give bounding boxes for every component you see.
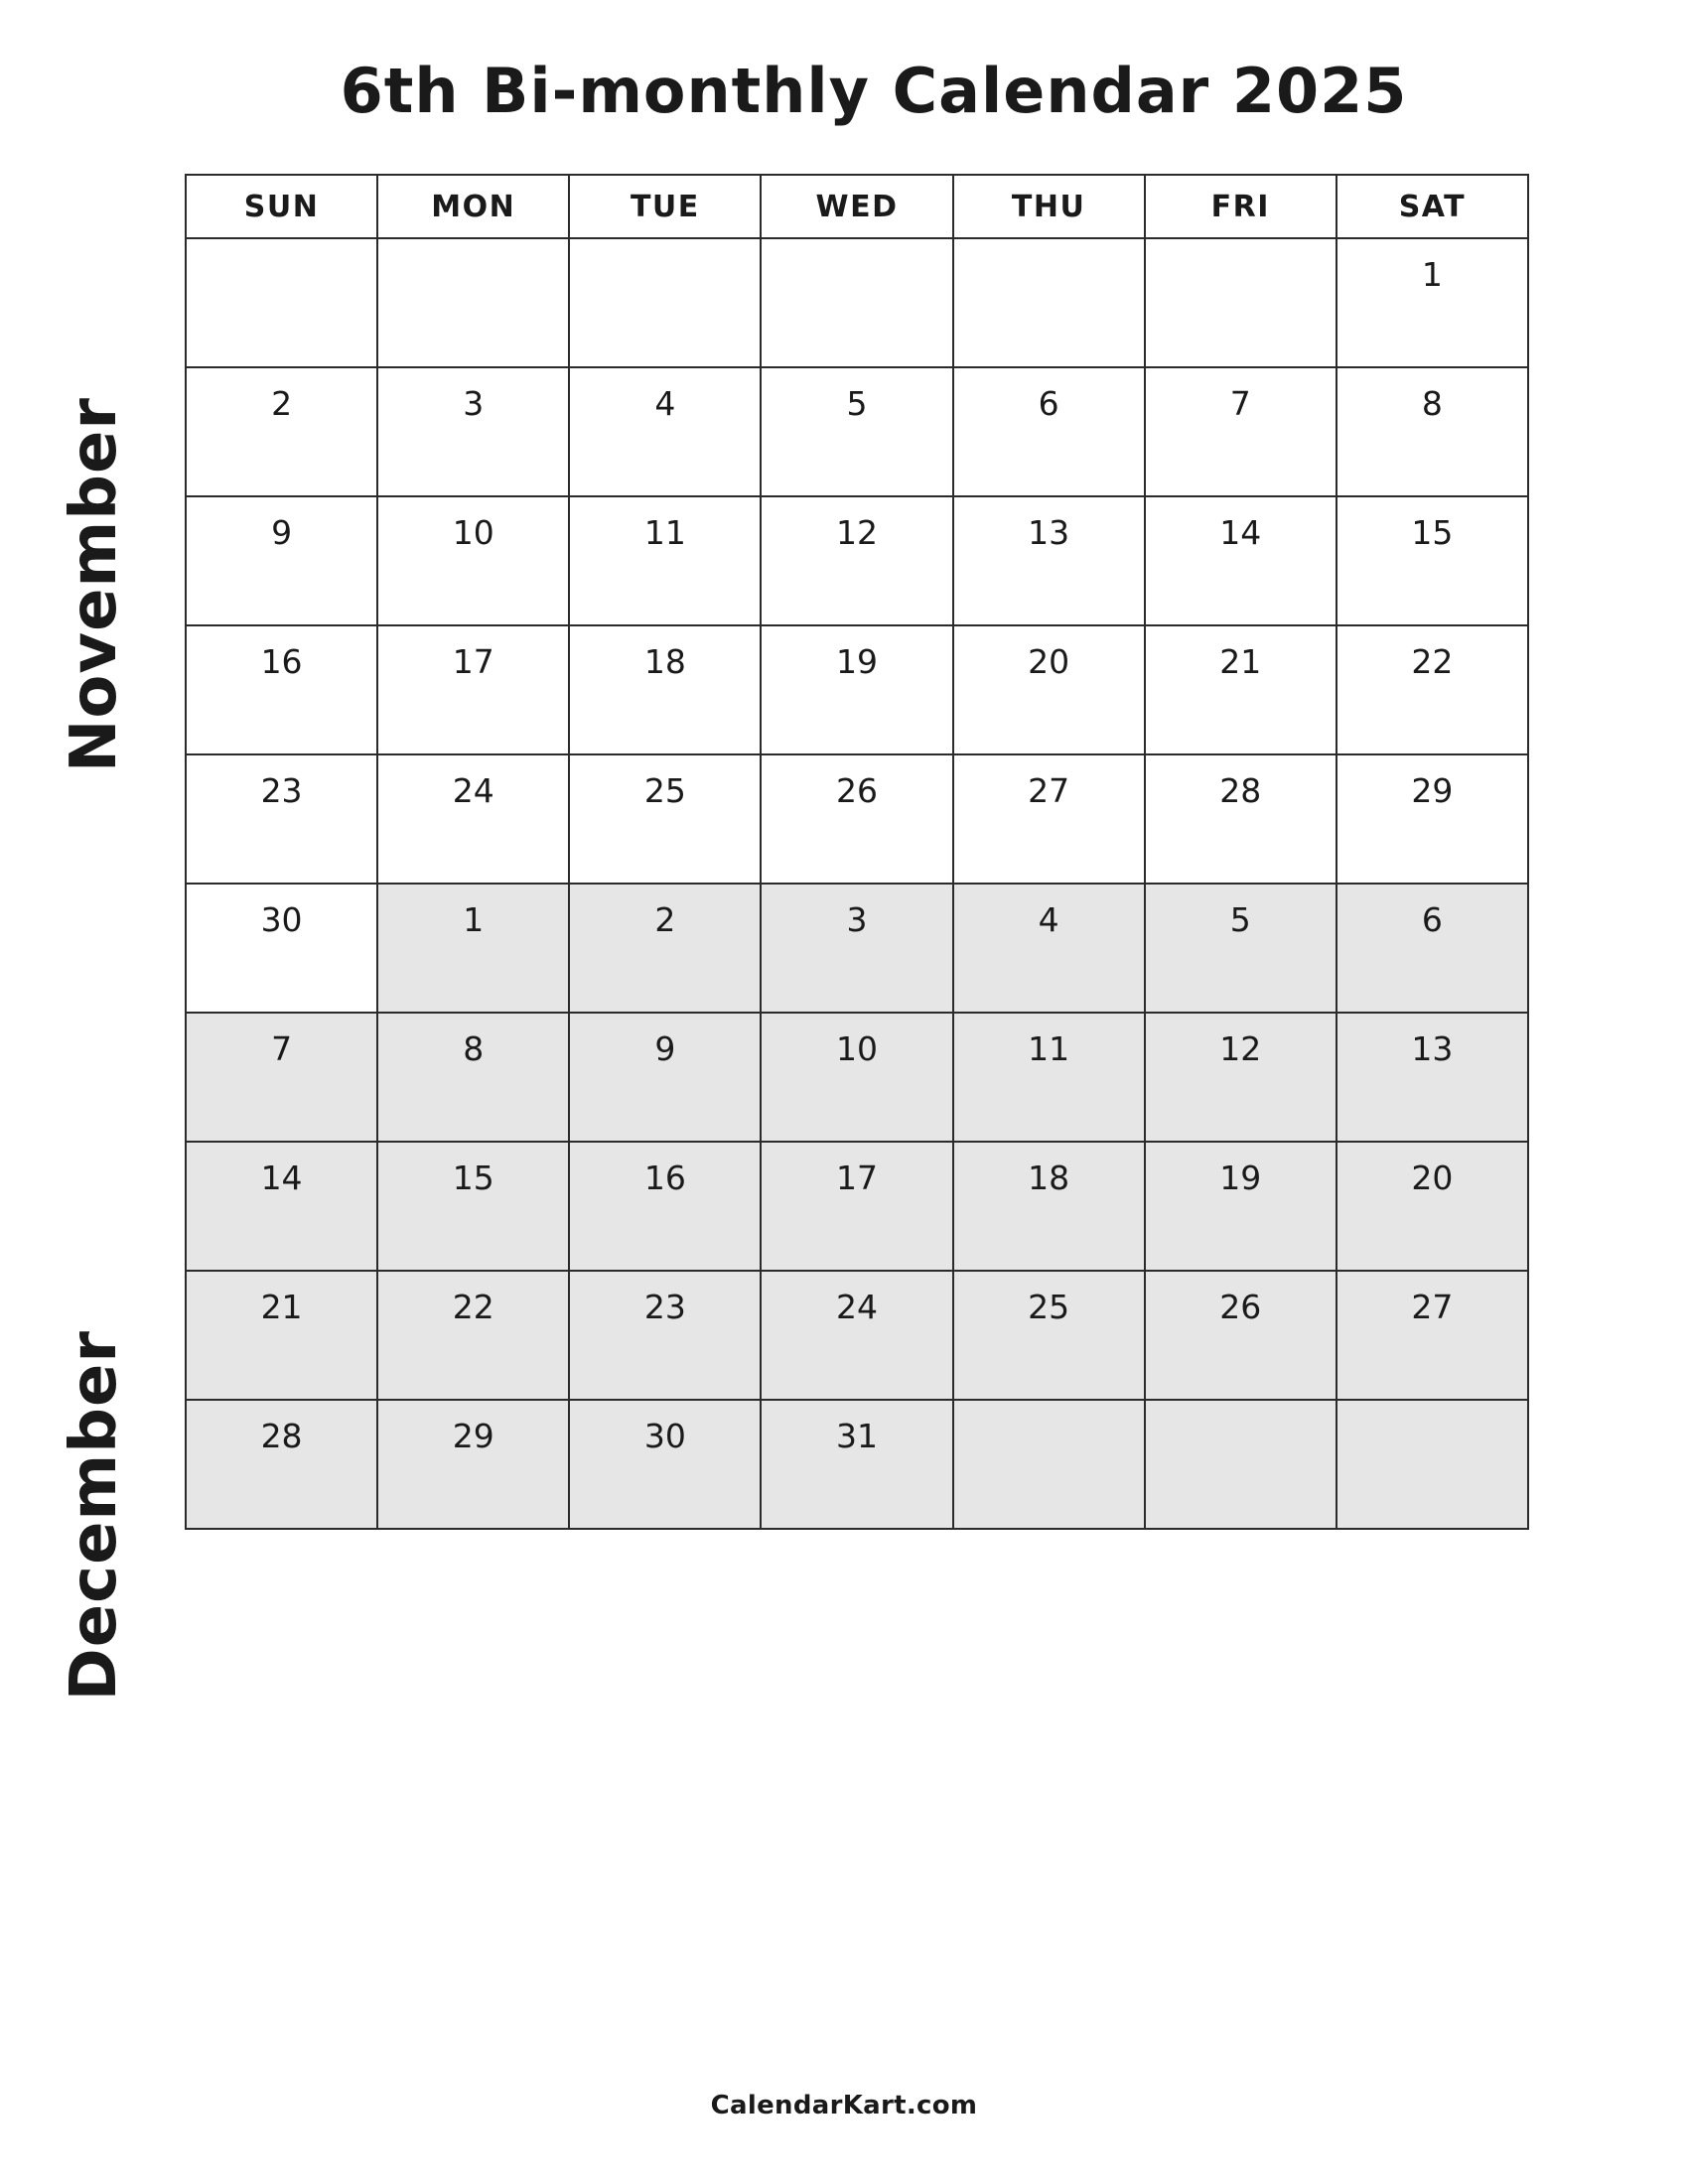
calendar-day-cell[interactable] — [1145, 625, 1336, 754]
month-label-december: December — [58, 1330, 131, 1702]
calendar-week-row — [186, 625, 1528, 754]
day-number: 10 — [452, 513, 494, 552]
calendar-day-cell[interactable] — [569, 1013, 761, 1142]
day-number: 6 — [1421, 900, 1443, 939]
calendar-day-cell[interactable] — [1336, 238, 1528, 367]
day-number: 29 — [452, 1417, 494, 1455]
weekday-thu: THU — [953, 175, 1145, 238]
day-number: 14 — [1219, 513, 1262, 552]
day-number: 1 — [1421, 255, 1443, 294]
calendar-day-cell-empty[interactable] — [569, 238, 761, 367]
day-number: 24 — [835, 1288, 878, 1326]
calendar-day-cell[interactable] — [186, 496, 377, 625]
weekday-mon: MON — [377, 175, 569, 238]
day-number: 24 — [452, 771, 494, 810]
calendar-day-cell-empty[interactable] — [377, 238, 569, 367]
day-number: 23 — [260, 771, 303, 810]
calendar-week-row — [186, 496, 1528, 625]
day-number: 27 — [1028, 771, 1070, 810]
day-number: 16 — [643, 1159, 686, 1197]
calendar-day-cell-empty[interactable] — [1336, 1400, 1528, 1529]
day-number: 16 — [260, 642, 303, 681]
calendar-day-cell-empty[interactable] — [761, 238, 952, 367]
day-number: 8 — [463, 1029, 485, 1068]
page-title: 6th Bi-monthly Calendar 2025 — [340, 55, 1408, 127]
month-label-november: November — [58, 397, 131, 773]
weekday-tue: TUE — [569, 175, 761, 238]
day-number: 12 — [1219, 1029, 1262, 1068]
day-number: 25 — [1028, 1288, 1070, 1326]
day-number — [954, 239, 1144, 255]
day-number: 13 — [1028, 513, 1070, 552]
calendar-grid — [185, 174, 1529, 1530]
calendar-day-cell[interactable] — [186, 1142, 377, 1271]
calendar-day-cell[interactable] — [761, 1013, 952, 1142]
calendar-day-cell[interactable] — [569, 1142, 761, 1271]
calendar-day-cell[interactable] — [377, 1142, 569, 1271]
calendar-day-cell[interactable] — [953, 1013, 1145, 1142]
calendar-day-cell[interactable] — [569, 496, 761, 625]
day-number: 4 — [1038, 900, 1059, 939]
calendar-day-cell[interactable] — [569, 884, 761, 1013]
calendar-day-cell[interactable] — [377, 1013, 569, 1142]
day-number: 2 — [271, 384, 293, 423]
calendar-day-cell[interactable] — [186, 367, 377, 496]
day-number: 30 — [260, 900, 303, 939]
calendar-week-row — [186, 367, 1528, 496]
calendar-day-cell-empty[interactable] — [186, 238, 377, 367]
calendar-day-cell[interactable] — [1145, 1271, 1336, 1400]
calendar-day-cell[interactable] — [186, 884, 377, 1013]
calendar-week-row — [186, 754, 1528, 884]
calendar-day-cell[interactable] — [186, 754, 377, 884]
calendar-header — [186, 175, 1528, 238]
calendar-day-cell[interactable] — [1145, 1013, 1336, 1142]
calendar-day-cell[interactable] — [1336, 367, 1528, 496]
calendar-day-cell[interactable] — [186, 1271, 377, 1400]
day-number — [187, 239, 376, 255]
day-number: 22 — [452, 1288, 494, 1326]
day-number: 17 — [835, 1159, 878, 1197]
calendar-day-cell[interactable] — [377, 496, 569, 625]
calendar-body — [186, 238, 1528, 1529]
day-number: 26 — [835, 771, 878, 810]
day-number: 23 — [643, 1288, 686, 1326]
day-number: 29 — [1411, 771, 1454, 810]
calendar-day-cell[interactable] — [1336, 1013, 1528, 1142]
day-number: 21 — [1219, 642, 1262, 681]
day-number — [1337, 1401, 1527, 1417]
calendar-day-cell[interactable] — [761, 1400, 952, 1529]
day-number: 1 — [463, 900, 485, 939]
calendar-day-cell[interactable] — [1336, 884, 1528, 1013]
calendar-week-row — [186, 884, 1528, 1013]
day-number: 3 — [846, 900, 868, 939]
calendar-day-cell[interactable] — [377, 1271, 569, 1400]
calendar-day-cell[interactable] — [761, 884, 952, 1013]
day-number: 7 — [271, 1029, 293, 1068]
day-number: 20 — [1411, 1159, 1454, 1197]
day-number: 28 — [260, 1417, 303, 1455]
calendar-day-cell-empty[interactable] — [1145, 238, 1336, 367]
calendar-day-cell[interactable] — [1145, 367, 1336, 496]
calendar-table — [185, 174, 1529, 1530]
calendar-day-cell[interactable] — [761, 754, 952, 884]
day-number: 14 — [260, 1159, 303, 1197]
calendar-day-cell[interactable] — [186, 1400, 377, 1529]
calendar-day-cell[interactable] — [953, 1142, 1145, 1271]
calendar-day-cell[interactable] — [377, 884, 569, 1013]
day-number: 13 — [1411, 1029, 1454, 1068]
day-number — [954, 1401, 1144, 1417]
day-number: 30 — [643, 1417, 686, 1455]
calendar-day-cell-empty[interactable] — [953, 1400, 1145, 1529]
calendar-day-cell[interactable] — [1336, 1142, 1528, 1271]
day-number: 19 — [1219, 1159, 1262, 1197]
calendar-day-cell[interactable] — [1145, 496, 1336, 625]
day-number: 22 — [1411, 642, 1454, 681]
calendar-day-cell-empty[interactable] — [953, 238, 1145, 367]
calendar-week-row — [186, 1142, 1528, 1271]
weekday-sun: SUN — [186, 175, 377, 238]
calendar-day-cell[interactable] — [761, 625, 952, 754]
calendar-day-cell[interactable] — [953, 884, 1145, 1013]
day-number: 18 — [643, 642, 686, 681]
day-number: 3 — [463, 384, 485, 423]
day-number: 11 — [1028, 1029, 1070, 1068]
day-number — [1146, 239, 1336, 255]
day-number — [1146, 1401, 1336, 1417]
calendar-day-cell[interactable] — [569, 367, 761, 496]
calendar-day-cell[interactable] — [761, 1142, 952, 1271]
day-number: 31 — [835, 1417, 878, 1455]
calendar-day-cell[interactable] — [953, 754, 1145, 884]
day-number: 28 — [1219, 771, 1262, 810]
day-number: 19 — [835, 642, 878, 681]
day-number: 12 — [835, 513, 878, 552]
calendar-day-cell[interactable] — [377, 754, 569, 884]
day-number: 15 — [452, 1159, 494, 1197]
day-number: 5 — [1229, 900, 1251, 939]
calendar-day-cell[interactable] — [377, 1400, 569, 1529]
calendar-day-cell[interactable] — [953, 367, 1145, 496]
weekday-header-row — [186, 175, 1528, 238]
weekday-fri: FRI — [1145, 175, 1336, 238]
calendar-day-cell[interactable] — [1145, 754, 1336, 884]
calendar-day-cell[interactable] — [1336, 1271, 1528, 1400]
day-number — [762, 239, 951, 255]
calendar-day-cell-empty[interactable] — [1145, 1400, 1336, 1529]
calendar-day-cell[interactable] — [953, 625, 1145, 754]
day-number: 10 — [835, 1029, 878, 1068]
calendar-day-cell[interactable] — [1336, 496, 1528, 625]
day-number: 8 — [1421, 384, 1443, 423]
calendar-day-cell[interactable] — [377, 625, 569, 754]
calendar-day-cell[interactable] — [186, 625, 377, 754]
day-number: 9 — [654, 1029, 676, 1068]
calendar-day-cell[interactable] — [1336, 625, 1528, 754]
day-number: 18 — [1028, 1159, 1070, 1197]
day-number: 2 — [654, 900, 676, 939]
day-number: 11 — [643, 513, 686, 552]
calendar-day-cell[interactable] — [569, 754, 761, 884]
calendar-day-cell[interactable] — [953, 496, 1145, 625]
footer-credit: CalendarKart.com — [710, 2091, 978, 2120]
day-number — [570, 239, 760, 255]
calendar-week-row — [186, 1013, 1528, 1142]
day-number: 6 — [1038, 384, 1059, 423]
day-number — [378, 239, 568, 255]
calendar-week-row — [186, 238, 1528, 367]
day-number: 17 — [452, 642, 494, 681]
day-number: 20 — [1028, 642, 1070, 681]
weekday-wed: WED — [761, 175, 952, 238]
day-number: 4 — [654, 384, 676, 423]
calendar-week-row — [186, 1400, 1528, 1529]
day-number: 9 — [271, 513, 293, 552]
calendar-day-cell[interactable] — [1336, 754, 1528, 884]
calendar-day-cell[interactable] — [186, 1013, 377, 1142]
calendar-day-cell[interactable] — [569, 1400, 761, 1529]
day-number: 25 — [643, 771, 686, 810]
calendar-week-row — [186, 1271, 1528, 1400]
calendar-day-cell[interactable] — [761, 1271, 952, 1400]
day-number: 26 — [1219, 1288, 1262, 1326]
calendar-day-cell[interactable] — [761, 367, 952, 496]
day-number: 7 — [1229, 384, 1251, 423]
day-number: 5 — [846, 384, 868, 423]
calendar-day-cell[interactable] — [377, 367, 569, 496]
calendar-day-cell[interactable] — [1145, 884, 1336, 1013]
day-number: 27 — [1411, 1288, 1454, 1326]
day-number: 15 — [1411, 513, 1454, 552]
day-number: 21 — [260, 1288, 303, 1326]
calendar-day-cell[interactable] — [761, 496, 952, 625]
weekday-sat: SAT — [1336, 175, 1528, 238]
calendar-day-cell[interactable] — [569, 625, 761, 754]
calendar-day-cell[interactable] — [569, 1271, 761, 1400]
calendar-day-cell[interactable] — [1145, 1142, 1336, 1271]
calendar-day-cell[interactable] — [953, 1271, 1145, 1400]
